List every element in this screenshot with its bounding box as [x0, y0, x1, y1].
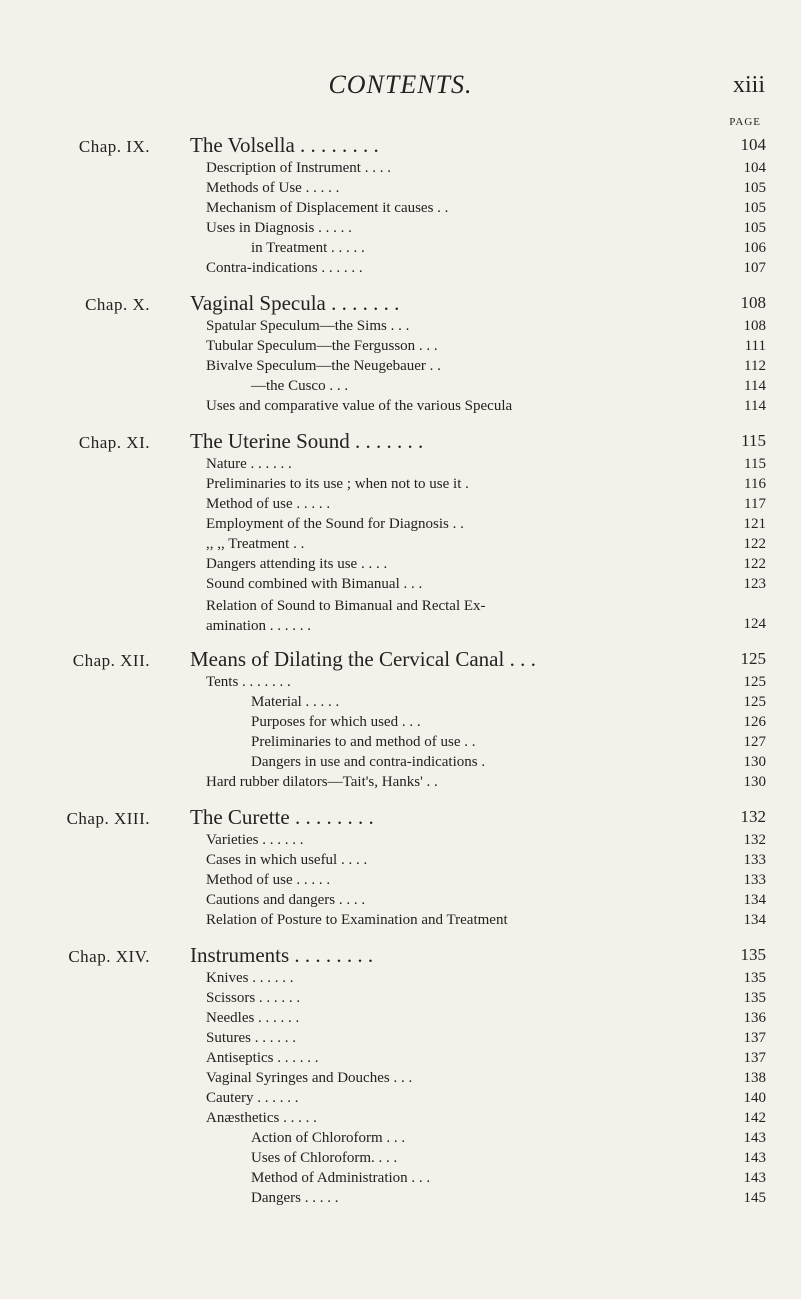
toc-entry-page: 105 — [743, 200, 766, 216]
toc-entry — [0, 852, 801, 872]
toc-entry — [0, 872, 801, 892]
toc-entry-page: 114 — [744, 398, 766, 414]
chapter-title-row — [0, 429, 801, 456]
toc-entry-page: 122 — [743, 536, 766, 552]
toc-entry-page: 105 — [743, 180, 766, 196]
toc-entry — [0, 318, 801, 338]
chapter-title-row — [0, 291, 801, 318]
toc-entry-text: Hard rubber dilators—Tait's, Hanks' . . — [206, 774, 438, 790]
toc-entry-text: Cautery . . . . . . — [206, 1090, 299, 1106]
toc-entry — [0, 774, 801, 794]
toc-entry-text: Tents . . . . . . . — [206, 674, 291, 690]
toc-entry-page: 104 — [743, 160, 766, 176]
toc-entry — [0, 1050, 801, 1070]
toc-entry-text: Preliminaries to its use ; when not to use it . — [206, 476, 469, 492]
chapter-page: 115 — [741, 431, 766, 450]
chapter-page: 104 — [740, 135, 766, 154]
toc-entry — [0, 180, 801, 200]
toc-entry-text: Method of Administration . . . — [251, 1170, 431, 1186]
toc-entry — [0, 832, 801, 852]
toc-entry-text: Anæsthetics . . . . . — [206, 1110, 317, 1126]
toc-entry-page: 124 — [743, 616, 766, 632]
toc-entry-page: 133 — [743, 852, 766, 868]
toc-entry-page: 130 — [743, 774, 766, 790]
toc-entry-page: 143 — [743, 1170, 766, 1186]
chapter-label: Chap. XIV. — [68, 947, 150, 966]
toc-entry — [0, 556, 801, 576]
toc-entry-page: 111 — [744, 338, 766, 354]
toc-entry-text: Material . . . . . — [251, 694, 340, 710]
toc-entry-text: Dangers attending its use . . . . — [206, 556, 388, 572]
chapter-page: 135 — [740, 945, 766, 964]
chapter-title: The Uterine Sound . . . . . . . — [190, 429, 424, 453]
toc-entry-page: 138 — [743, 1070, 766, 1086]
chapter-page: 108 — [740, 293, 766, 312]
toc-entry — [0, 1070, 801, 1090]
toc-entry-text: Bivalve Speculum—the Neugebauer . . — [206, 358, 441, 374]
toc-entry-page: 115 — [744, 456, 766, 472]
chapter-title: Means of Dilating the Cervical Canal . . . — [190, 647, 536, 671]
toc-entry-text: Action of Chloroform . . . — [251, 1130, 406, 1146]
toc-entry-page: 140 — [743, 1090, 766, 1106]
toc-entry-text — [206, 596, 638, 636]
toc-entry-text: Contra-indications . . . . . . — [206, 260, 363, 276]
toc-entry-text: Dangers in use and contra-indications . — [251, 754, 486, 770]
chapter-section — [0, 133, 801, 280]
toc-entry — [0, 536, 801, 556]
chapter-page: 125 — [740, 649, 766, 668]
toc-entry-text: Spatular Speculum—the Sims . . . — [206, 318, 410, 334]
toc-entry — [0, 754, 801, 774]
toc-entry — [0, 734, 801, 754]
toc-entry-page: 134 — [743, 912, 766, 928]
toc-entry-text: Description of Instrument . . . . — [206, 160, 391, 176]
chapter-title-row — [0, 647, 801, 674]
toc-entry — [0, 912, 801, 932]
toc-entry — [0, 1170, 801, 1190]
toc-entry-page: 121 — [743, 516, 766, 532]
page-number: xiii — [732, 72, 765, 98]
chapter-page: 132 — [740, 807, 766, 826]
toc-entry — [0, 1090, 801, 1110]
chapter-label: Chap. XIII. — [66, 809, 150, 828]
toc-entry-page: 127 — [743, 734, 766, 750]
chapter-title: The Curette . . . . . . . . — [190, 805, 374, 829]
toc-entry — [0, 892, 801, 912]
toc-entry-text: Needles . . . . . . — [206, 1010, 300, 1026]
chapter-title: Vaginal Specula . . . . . . . — [190, 291, 400, 315]
toc-entry-page: 122 — [743, 556, 766, 572]
chapter-label: Chap. IX. — [78, 137, 150, 156]
toc-entry — [0, 1110, 801, 1130]
toc-entry — [0, 694, 801, 714]
toc-entry — [0, 596, 801, 636]
chapter-section — [0, 291, 801, 418]
toc-entry-text: Uses in Diagnosis . . . . . — [206, 220, 352, 236]
toc-entry-page: 145 — [743, 1190, 766, 1206]
toc-entry-page: 125 — [743, 674, 766, 690]
toc-entry — [0, 1010, 801, 1030]
chapter-section — [0, 943, 801, 1210]
chapter-section — [0, 805, 801, 932]
toc-entry-page: 137 — [743, 1030, 766, 1046]
chapter-title-row — [0, 133, 801, 160]
toc-entry — [0, 516, 801, 536]
toc-entry — [0, 1130, 801, 1150]
toc-entry — [0, 476, 801, 496]
chapter-section — [0, 647, 801, 794]
toc-entry — [0, 970, 801, 990]
toc-entry-page: 132 — [743, 832, 766, 848]
toc-entry-page: 143 — [743, 1150, 766, 1166]
toc-entry-text: Method of use . . . . . — [206, 872, 331, 888]
running-title: CONTENTS. — [328, 70, 473, 99]
chapter-section — [0, 429, 801, 636]
toc-entry-page: 134 — [743, 892, 766, 908]
toc-entry-text: Cases in which useful . . . . — [206, 852, 368, 868]
toc-entry-text: —the Cusco . . . — [251, 378, 349, 394]
toc-entry — [0, 378, 801, 398]
chapter-label: Chap. XII. — [72, 651, 150, 670]
toc-entry-page: 143 — [743, 1130, 766, 1146]
toc-entry-text: Knives . . . . . . — [206, 970, 294, 986]
toc-entry-text: in Treatment . . . . . — [251, 240, 365, 256]
toc-entry-page: 123 — [743, 576, 766, 592]
toc-entry-text: Antiseptics . . . . . . — [206, 1050, 319, 1066]
toc-entry — [0, 576, 801, 596]
toc-entry — [0, 358, 801, 378]
chapter-title-row — [0, 805, 801, 832]
toc-entry — [0, 260, 801, 280]
chapter-label: Chap. XI. — [78, 433, 150, 452]
toc-entry-page: 135 — [743, 990, 766, 1006]
toc-entry — [0, 240, 801, 260]
toc-entry-page: 130 — [743, 754, 766, 770]
toc-entry-page: 126 — [743, 714, 766, 730]
toc-entry-text: Purposes for which used . . . — [251, 714, 421, 730]
toc-entry-text: Dangers . . . . . — [251, 1190, 339, 1206]
toc-entry-text: Varieties . . . . . . — [206, 832, 304, 848]
toc-entry-text: Uses of Chloroform. . . . — [251, 1150, 398, 1166]
toc-entry-page: 105 — [743, 220, 766, 236]
toc-entry-text: Vaginal Syringes and Douches . . . — [206, 1070, 413, 1086]
chapter-label: Chap. X. — [85, 295, 150, 314]
chapter-title-row — [0, 943, 801, 970]
toc-entry-page: 136 — [743, 1010, 766, 1026]
toc-entry — [0, 990, 801, 1010]
toc-entry-text: Methods of Use . . . . . — [206, 180, 340, 196]
toc-entry-page: 142 — [743, 1110, 766, 1126]
toc-entry-page: 137 — [743, 1050, 766, 1066]
toc-entry — [0, 496, 801, 516]
toc-entry-page: 106 — [743, 240, 766, 256]
page-column-label: PAGE — [729, 116, 761, 128]
toc-entry — [0, 398, 801, 418]
toc-entry-page: 116 — [744, 476, 766, 492]
toc-entry-page: 133 — [743, 872, 766, 888]
toc-entry-text: Sound combined with Bimanual . . . — [206, 576, 423, 592]
table-of-contents — [0, 133, 801, 1221]
toc-entry — [0, 160, 801, 180]
toc-entry — [0, 1190, 801, 1210]
toc-entry-text: Method of use . . . . . — [206, 496, 331, 512]
toc-entry-text: Mechanism of Displacement it causes . . — [206, 200, 449, 216]
toc-entry-page: 107 — [743, 260, 766, 276]
toc-entry-text: ,, ,, Treatment . . — [206, 536, 305, 552]
toc-entry-line: Relation of Sound to Bimanual and Rectal Ex- — [206, 598, 486, 614]
toc-entry-text: Cautions and dangers . . . . — [206, 892, 366, 908]
toc-entry — [0, 714, 801, 734]
toc-entry — [0, 674, 801, 694]
toc-entry — [0, 1030, 801, 1050]
toc-entry — [0, 220, 801, 240]
toc-entry — [0, 1150, 801, 1170]
toc-entry-page: 135 — [743, 970, 766, 986]
page-header — [0, 70, 801, 110]
chapter-title: The Volsella . . . . . . . . — [190, 133, 379, 157]
toc-entry — [0, 456, 801, 476]
toc-entry — [0, 200, 801, 220]
toc-entry-text: Uses and comparative value of the various Specula — [206, 398, 513, 414]
toc-entry-text: Sutures . . . . . . — [206, 1030, 296, 1046]
toc-entry-page: 114 — [744, 378, 766, 394]
toc-entry-text: Nature . . . . . . — [206, 456, 292, 472]
toc-entry-text: Preliminaries to and method of use . . — [251, 734, 476, 750]
toc-entry-text: Tubular Speculum—the Fergusson . . . — [206, 338, 438, 354]
toc-entry-page: 117 — [744, 496, 766, 512]
toc-entry — [0, 338, 801, 358]
toc-entry-text: Scissors . . . . . . — [206, 990, 301, 1006]
toc-entry-text: Relation of Posture to Examination and Treatment — [206, 912, 508, 928]
toc-entry-page: 112 — [744, 358, 766, 374]
toc-entry-page: 108 — [743, 318, 766, 334]
toc-entry-line-continued: amination . . . . . . — [206, 618, 311, 634]
chapter-title: Instruments . . . . . . . . — [190, 943, 374, 967]
toc-entry-text: Employment of the Sound for Diagnosis . . — [206, 516, 464, 532]
toc-entry-page: 125 — [743, 694, 766, 710]
